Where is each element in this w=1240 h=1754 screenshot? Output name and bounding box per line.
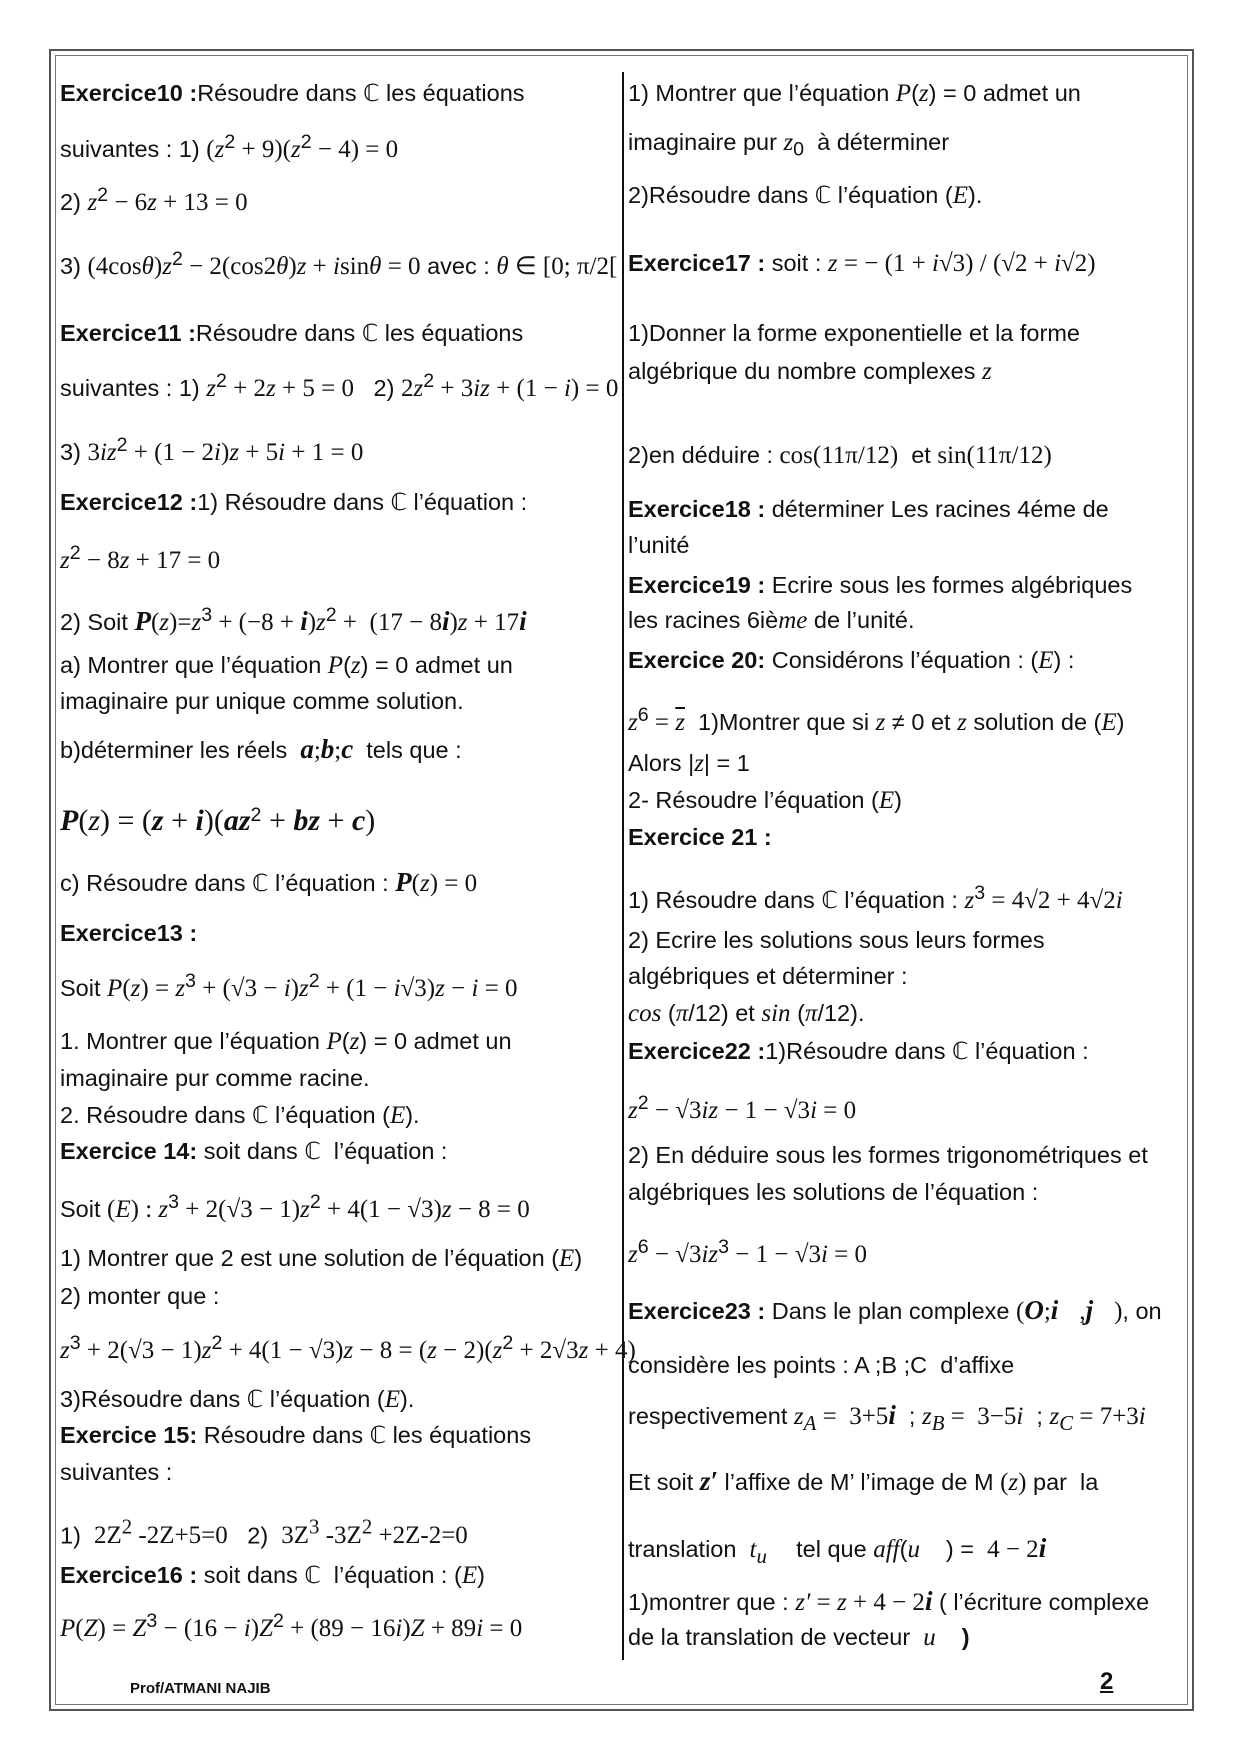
right-line-6: algébrique du nombre complexes z	[628, 358, 992, 385]
left-line-13: b)déterminer les réels a;b;c tels que :	[60, 734, 462, 764]
right-line-15: 2- Résoudre l’équation (E)	[628, 787, 902, 814]
left-line-8: Exercice12 :1) Résoudre dans ℂ l’équation :	[60, 489, 528, 515]
right-line-22: $z^2 - √3iz - 1 - √3i = 0$	[628, 1092, 857, 1124]
left-line-27: Exercice 15: Résoudre dans ℂ les équations	[60, 1422, 532, 1448]
right-line-8: Exercice18 : déterminer Les racines 4éme de	[628, 496, 1109, 522]
right-line-20: cos (π/12) et sin (π/12).	[628, 1000, 865, 1027]
left-line-23: 1) Montrer que 2 est une solution de l’équation (E)	[60, 1245, 583, 1272]
left-line-9: $z^2 - 8z + 17 = 0$	[60, 542, 221, 574]
right-line-5: 1)Donner la forme exponentielle et la forme	[628, 320, 1080, 346]
left-line-28: suivantes :	[60, 1459, 173, 1485]
right-line-3: 2)Résoudre dans ℂ l’équation (E).	[628, 182, 983, 209]
right-line-16: Exercice 21 :	[628, 824, 772, 850]
right-line-19: algébriques et déterminer :	[628, 963, 908, 989]
column-divider	[622, 72, 624, 1660]
left-line-11: a) Montrer que l’équation P(z) = 0 admet un	[60, 652, 513, 679]
left-line-20: 2. Résoudre dans ℂ l’équation (E).	[60, 1102, 420, 1129]
left-line-14: $P(z) = (z + i)(az^2$ + bz + c)	[60, 803, 376, 837]
left-line-2: suivantes : 1) $(z^2 + 9)(z^2 - 4) = 0$	[60, 131, 399, 163]
left-line-10: 2) Soit $P(z)=z^3 + (-8 + i)z^2 + (17 - 8i)z + 17i$	[60, 604, 527, 636]
right-line-4: Exercice17 : soit : z = − (1 + i√3) / (√2 + i√2)	[628, 250, 1096, 277]
right-line-24: algébriques les solutions de l’équation :	[628, 1179, 1039, 1205]
left-line-18: 1. Montrer que l’équation P(z) = 0 admet un	[60, 1028, 512, 1055]
page-number: 2	[1100, 1668, 1114, 1695]
left-line-26: 3)Résoudre dans ℂ l’équation (E).	[60, 1386, 415, 1413]
left-line-17: Soit $P(z) = z^3 + (√3 - i)z^2 + (1 - i√3)z - i = 0$	[60, 970, 518, 1002]
right-line-7: 2)en déduire : cos(11π/12) et sin(11π/12)	[628, 442, 1052, 469]
right-line-23: 2) En déduire sous les formes trigonométriques et	[628, 1142, 1148, 1168]
left-line-31: $P(Z) = Z^3 - (16 - i)Z^2 + (89 - 16i)Z + 89i = 0$	[60, 1610, 523, 1642]
right-line-26: Exercice23 : Dans le plan complexe (O;i⃗,j⃗), on	[628, 1295, 1162, 1325]
right-line-14: Alors |z| = 1	[628, 750, 750, 777]
left-line-21: Exercice 14: soit dans ℂ l’équation :	[60, 1138, 448, 1164]
left-line-24: 2) monter que :	[60, 1283, 220, 1309]
left-line-4: 3) $(4\cos\theta)z^2 - 2(\cos 2\theta)z + isin\theta = 0$ avec : θ ∈ [0; π/2[	[60, 248, 618, 280]
right-line-31: 1)montrer que : z′ = z + 4 − 2i ( l’écriture complexe	[628, 1586, 1150, 1616]
right-line-21: Exercice22 :1)Résoudre dans ℂ l’équation :	[628, 1038, 1089, 1064]
left-line-30: Exercice16 : soit dans ℂ l’équation : (E)	[60, 1562, 485, 1589]
right-line-13: $z^6 = \overline{z}$ 1)Montrer que si z ≠ 0 et z solution de (E)	[628, 704, 1125, 736]
left-line-25: $z^3 + 2(√3 - 1)z^2 + 4(1 - √3)z - 8 = (z - 2)(z^2 + 2√3z + 4)$	[60, 1332, 636, 1364]
right-line-18: 2) Ecrire les solutions sous leurs formes	[628, 927, 1045, 953]
right-line-27: considère les points : A ;B ;C d’affixe	[628, 1352, 1015, 1378]
right-line-30: translation $t_{u⃗}$ tel que aff(u⃗ ) = 4 − 2i	[628, 1533, 1047, 1568]
left-line-1: Exercice10 :Résoudre dans ℂ les équations	[60, 80, 525, 106]
left-line-19: imaginaire pur comme racine.	[60, 1065, 370, 1091]
right-line-12: Exercice 20: Considérons l’équation : (E) :	[628, 647, 1075, 674]
right-line-29: Et soit z′ l’affixe de M’ l’image de M (z) par la	[628, 1466, 1099, 1496]
left-line-12: imaginaire pur unique comme solution.	[60, 688, 464, 714]
right-line-32: de la translation de vecteur u⃗ )	[628, 1624, 970, 1651]
right-line-9: l’unité	[628, 532, 690, 558]
right-line-1: 1) Montrer que l’équation P(z) = 0 admet un	[628, 80, 1081, 107]
left-line-15: c) Résoudre dans ℂ l’équation : P(z) = 0	[60, 867, 478, 897]
left-line-16: Exercice13 :	[60, 920, 198, 946]
left-line-7: 3) $3iz^2 + (1 - 2i)z + 5i + 1 = 0$	[60, 434, 364, 466]
right-line-11: les racines 6ième de l’unité.	[628, 607, 915, 634]
left-line-22: Soit (E) : $z^3 + 2(√3 - 1)z^2 + 4(1 - √3)z - 8 = 0$	[60, 1191, 530, 1223]
right-line-17: 1) Résoudre dans ℂ l’équation : $z^3 = 4√2 + 4√2i$	[628, 882, 1123, 914]
right-line-28: respectivement $z_A = 3+5i$ ; $z_B = 3-5i$ ; $z_C = 7+3i$	[628, 1400, 1146, 1435]
footer-author: Prof/ATMANI NAJIB	[130, 1680, 271, 1697]
left-line-3: 2) $z^2 - 6z + 13 = 0$	[60, 184, 248, 216]
left-line-5: Exercice11 :Résoudre dans ℂ les équations	[60, 320, 524, 346]
left-line-29: 1) $2Z^2$ -2Z+5=0 2) $3Z^3$ $-3Z^2 +2Z-2=0$	[60, 1515, 468, 1550]
right-line-25: $z^6 - √3iz^3 - 1 - √3i = 0$	[628, 1236, 868, 1268]
right-line-10: Exercice19 : Ecrire sous les formes algébriques	[628, 572, 1133, 598]
right-line-2: imaginaire pur $z_0$ à déterminer	[628, 129, 950, 161]
left-line-6: suivantes : 1) $z^2 + 2z + 5 = 0$ 2) $2z^2 + 3iz + (1 - i) = 0$	[60, 370, 619, 402]
